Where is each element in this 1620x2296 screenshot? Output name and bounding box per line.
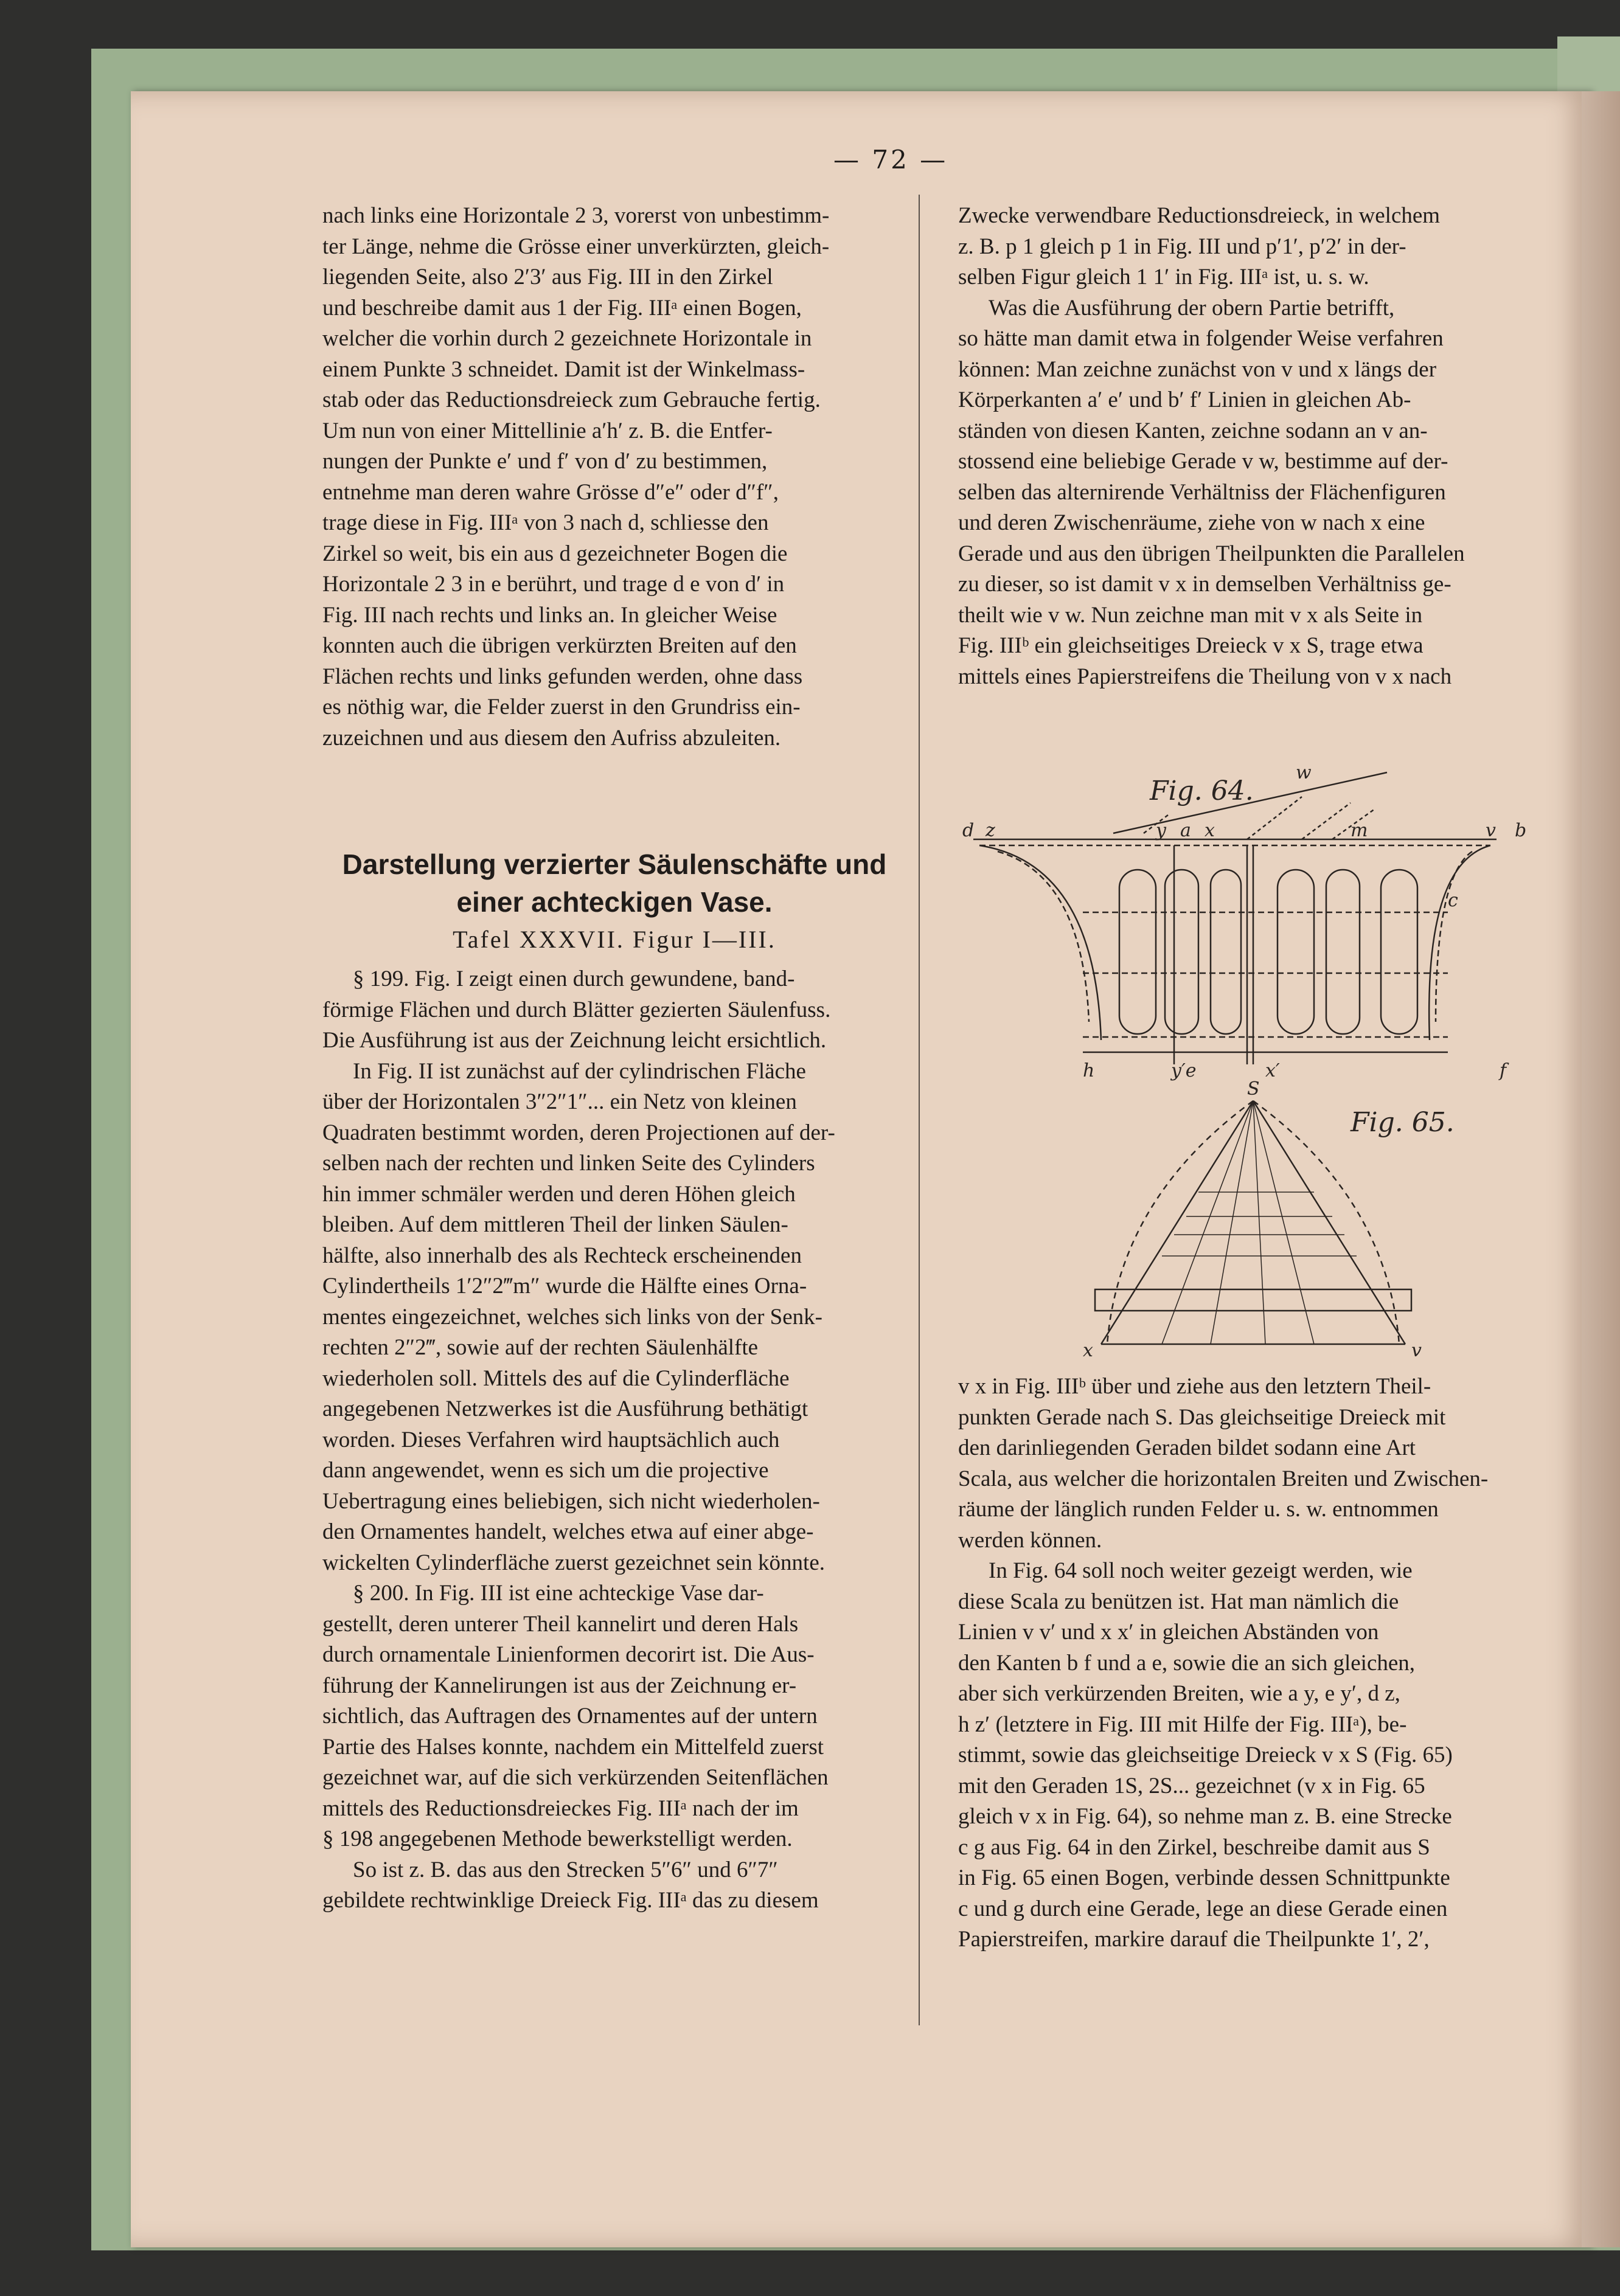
text-line: Die Ausführung ist aus der Zeichnung leicht ersichtlich. [322, 1028, 827, 1053]
page-number: — 72 — [833, 145, 948, 175]
text-line: Um nun von einer Mittellinie a′h′ z. B. die Entfer- [322, 418, 773, 443]
text-line: mit den Geraden 1S, 2S... gezeichnet (v x in Fig. 65 [958, 1773, 1425, 1798]
text-line: zu dieser, so ist damit v x in demselben Verhältniss ge- [958, 572, 1451, 597]
right-column-top [958, 201, 1548, 692]
text-line: rechten 2″2‴, sowie auf der rechten Säulenhälfte [322, 1335, 759, 1360]
fig64-label-h: h [1083, 1060, 1095, 1081]
text-line: Was die Ausführung der obern Partie betrifft, [989, 295, 1395, 321]
text-line: § 198 angegebenen Methode bewerkstelligt werden. [322, 1826, 793, 1851]
text-line: Gerade und aus den übrigen Theilpunkten die Parallelen [958, 541, 1465, 566]
text-line: Körperkanten a′ e′ und b′ f′ Linien in gleichen Ab- [958, 387, 1411, 412]
text-line: Zwecke verwendbare Reductionsdreieck, in welchem [958, 203, 1441, 228]
text-line: Fig. IIIᵇ ein gleichseitiges Dreieck v x S, trage etwa [958, 633, 1424, 658]
section-heading-line2: einer achteckigen Vase. [456, 886, 773, 918]
text-line: Fig. III nach rechts und links an. In gleicher Weise [322, 602, 777, 628]
fig65-labels [1083, 1078, 1455, 1361]
fig64-caption: Fig. 64. [1150, 775, 1254, 806]
text-line: Horizontale 2 3 in e berührt, und trage d e von d′ in [322, 572, 785, 597]
text-line: wickelten Cylinderfläche zuerst gezeichnet sein könnte. [322, 1550, 825, 1575]
text-line: so hätte man damit etwa in folgender Weise verfahren [958, 326, 1444, 351]
text-line: entnehme man deren wahre Grösse d″e″ oder d″f″, [322, 479, 779, 505]
text-line: in Fig. 65 einen Bogen, verbinde dessen Schnittpunkte [958, 1865, 1450, 1890]
fig65-label-S: S [1247, 1078, 1260, 1100]
section-heading [322, 845, 906, 959]
text-line: § 200. In Fig. III ist eine achteckige Vase dar- [353, 1581, 764, 1606]
text-line: dann angewendet, wenn es sich um die projective [322, 1458, 769, 1483]
text-line: mittels des Reductionsdreieckes Fig. IIIᵃ nach der im [322, 1795, 799, 1821]
fig65-label-v: v [1411, 1340, 1422, 1361]
text-line: Zirkel so weit, bis ein aus d gezeichneter Bogen die [322, 541, 788, 566]
text-line: Scala, aus welcher die horizontalen Breiten und Zwischen- [958, 1466, 1489, 1491]
text-line: mittels eines Papierstreifens die Theilung von v x nach [958, 664, 1452, 689]
text-line: angegebenen Netzwerkes ist die Ausführung bethätigt [322, 1396, 808, 1421]
figures-64-65 [961, 760, 1570, 1368]
text-line: selben das alternirende Verhältniss der Flächenfiguren [958, 479, 1446, 505]
page-edge-shadow [1582, 91, 1620, 2247]
text-line: konnten auch die übrigen verkürzten Breiten auf den [322, 633, 797, 658]
fig64-label-y-prime: y′e [1171, 1060, 1197, 1081]
text-line: trage diese in Fig. IIIᵃ von 3 nach d, schliesse den [322, 510, 769, 535]
text-line: § 199. Fig. I zeigt einen durch gewundene, band- [353, 966, 795, 991]
fig64-label-m: m [1351, 820, 1368, 841]
text-line: zuzeichnen und aus diesem den Aufriss abzuleiten. [322, 725, 781, 751]
fig64-label-y: y [1156, 820, 1166, 841]
text-line: welcher die vorhin durch 2 gezeichnete Horizontale in [322, 326, 812, 351]
text-line: worden. Dieses Verfahren wird hauptsächlich auch [322, 1427, 780, 1452]
text-line: selben nach der rechten und linken Seite des Cylinders [322, 1151, 815, 1176]
text-line: über der Horizontalen 3″2″1″... ein Netz von kleinen [322, 1089, 797, 1114]
fig64-label-z: z [986, 820, 995, 841]
column-divider [919, 195, 920, 2025]
fig64-label-c: c [1448, 890, 1458, 911]
text-line: So ist z. B. das aus den Strecken 5″6″ und 6″7″ [353, 1857, 778, 1882]
text-line: und deren Zwischenräume, ziehe von w nach x eine [958, 510, 1425, 535]
section-heading-line1: Darstellung verzierter Säulenschäfte und [342, 848, 887, 880]
left-column-top [322, 201, 906, 754]
text-line: durch ornamentale Linienformen decorirt ist. Die Aus- [322, 1642, 815, 1667]
text-line: ter Länge, nehme die Grösse einer unverkürzten, gleich- [322, 234, 830, 259]
text-line: In Fig. II ist zunächst auf der cylindrischen Fläche [353, 1058, 806, 1084]
text-line: gezeichnet war, auf die sich verkürzenden Seitenflächen [322, 1765, 829, 1790]
fig64-label-x: x [1205, 820, 1215, 841]
text-line: mentes eingezeichnet, welches sich links von der Senk- [322, 1304, 822, 1330]
text-line: Quadraten bestimmt worden, deren Projectionen auf der- [322, 1120, 835, 1145]
text-line: bleiben. Auf dem mittleren Theil der linken Säulen- [322, 1212, 788, 1237]
text-line: c g aus Fig. 64 in den Zirkel, beschreibe damit aus S [958, 1834, 1430, 1860]
text-line: liegenden Seite, also 2′3′ aus Fig. III in den Zirkel [322, 265, 773, 290]
text-line: v x in Fig. IIIᵇ über und ziehe aus den letztern Theil- [958, 1374, 1431, 1399]
text-line: nungen der Punkte e′ und f′ von d′ zu bestimmen, [322, 449, 768, 474]
text-line: werden können. [958, 1527, 1102, 1553]
fig64-label-v: v [1486, 820, 1496, 841]
fig64-label-d: d [962, 820, 975, 841]
text-line: den Ornamentes handelt, welches etwa auf einer abge- [322, 1519, 814, 1544]
text-line: Flächen rechts und links gefunden werden, ohne dass [322, 664, 803, 689]
fig64-label-a: a [1180, 820, 1191, 841]
fig64-label-w: w [1296, 762, 1312, 783]
fig64-label-b: b [1515, 820, 1527, 841]
text-line: förmige Flächen und durch Blätter gezierten Säulenfuss. [322, 997, 831, 1022]
section-subtitle: Tafel XXXVII. Figur I—III. [453, 926, 776, 953]
text-line: hin immer schmäler werden und deren Höhen gleich [322, 1181, 796, 1207]
text-line: Partie des Halses konnte, nachdem ein Mittelfeld zuerst [322, 1734, 824, 1760]
text-line: gebildete rechtwinklige Dreieck Fig. IIIᵃ das zu diesem [322, 1888, 819, 1913]
text-line: einem Punkte 3 schneidet. Damit ist der Winkelmass- [322, 356, 805, 382]
text-line: Uebertragung eines beliebigen, sich nicht wiederholen- [322, 1488, 820, 1514]
text-line: h z′ (letztere in Fig. III mit Hilfe der Fig. IIIᵃ), be- [958, 1712, 1407, 1737]
text-line: es nöthig war, die Felder zuerst in den Grundriss ein- [322, 695, 801, 720]
text-line: ständen von diesen Kanten, zeichne sodann an v an- [958, 418, 1428, 443]
fig64-drawing [973, 772, 1497, 1064]
text-line: und beschreibe damit aus 1 der Fig. IIIᵃ einen Bogen, [322, 295, 802, 321]
left-column-bottom [322, 964, 906, 1916]
text-line: den Kanten b f und a e, sowie die an sich gleichen, [958, 1650, 1416, 1676]
text-line: den darinliegenden Geraden bildet sodann eine Art [958, 1435, 1416, 1460]
text-line: In Fig. 64 soll noch weiter gezeigt werden, wie [989, 1558, 1413, 1583]
text-line: Cylindertheils 1′2″2‴m″ wurde die Hälfte eines Orna- [322, 1274, 807, 1299]
text-line: stossend eine beliebige Gerade v w, bestimme auf der- [958, 449, 1448, 474]
text-line: selben Figur gleich 1 1′ in Fig. IIIᵃ ist, u. s. w. [958, 265, 1369, 290]
fig64-label-x-prime: x′ [1265, 1060, 1280, 1081]
text-line: stimmt, sowie das gleichseitige Dreieck v x S (Fig. 65) [958, 1743, 1453, 1767]
text-line: Papierstreifen, markire darauf die Theilpunkte 1′, 2′, [958, 1927, 1430, 1952]
text-line: stab oder das Reductionsdreieck zum Gebrauche fertig. [322, 387, 821, 412]
text-line: können: Man zeichne zunächst von v und x längs der [958, 356, 1437, 382]
text-line: aber sich verkürzenden Breiten, wie a y, e y′, d z, [958, 1681, 1400, 1706]
text-line: c und g durch eine Gerade, lege an diese Gerade einen [958, 1896, 1448, 1921]
text-line: hälfte, also innerhalb des als Rechteck erscheinenden [322, 1243, 802, 1268]
text-line: theilt wie v w. Nun zeichne man mit v x als Seite in [958, 602, 1423, 628]
text-line: z. B. p 1 gleich p 1 in Fig. III und p′1′, p′2′ in der- [958, 234, 1406, 259]
text-line: gleich v x in Fig. 64), so nehme man z. B. eine Strecke [958, 1804, 1452, 1829]
text-line: diese Scala zu benützen ist. Hat man nämlich die [958, 1589, 1399, 1614]
text-line: gestellt, deren unterer Theil kannelirt und deren Hals [322, 1611, 799, 1637]
text-line: punkten Gerade nach S. Das gleichseitige Dreieck mit [958, 1404, 1446, 1430]
text-line: führung der Kannelirungen ist aus der Zeichnung er- [322, 1673, 797, 1698]
text-line: räume der länglich runden Felder u. s. w. entnommen [958, 1497, 1439, 1522]
text-line: Linien v v′ und x x′ in gleichen Abständen von [958, 1620, 1379, 1645]
right-column-bottom [958, 1372, 1548, 1955]
text-line: nach links eine Horizontale 2 3, vorerst von unbestimm- [322, 203, 830, 228]
text-line: wiederholen soll. Mittels des auf die Cylinderfläche [322, 1365, 790, 1391]
fig65-label-x: x [1083, 1340, 1093, 1361]
fig65-caption: Fig. 65. [1351, 1107, 1455, 1138]
text-line: sichtlich, das Auftragen des Ornamentes auf der untern [322, 1704, 818, 1729]
fig64-label-f: f [1500, 1060, 1507, 1081]
